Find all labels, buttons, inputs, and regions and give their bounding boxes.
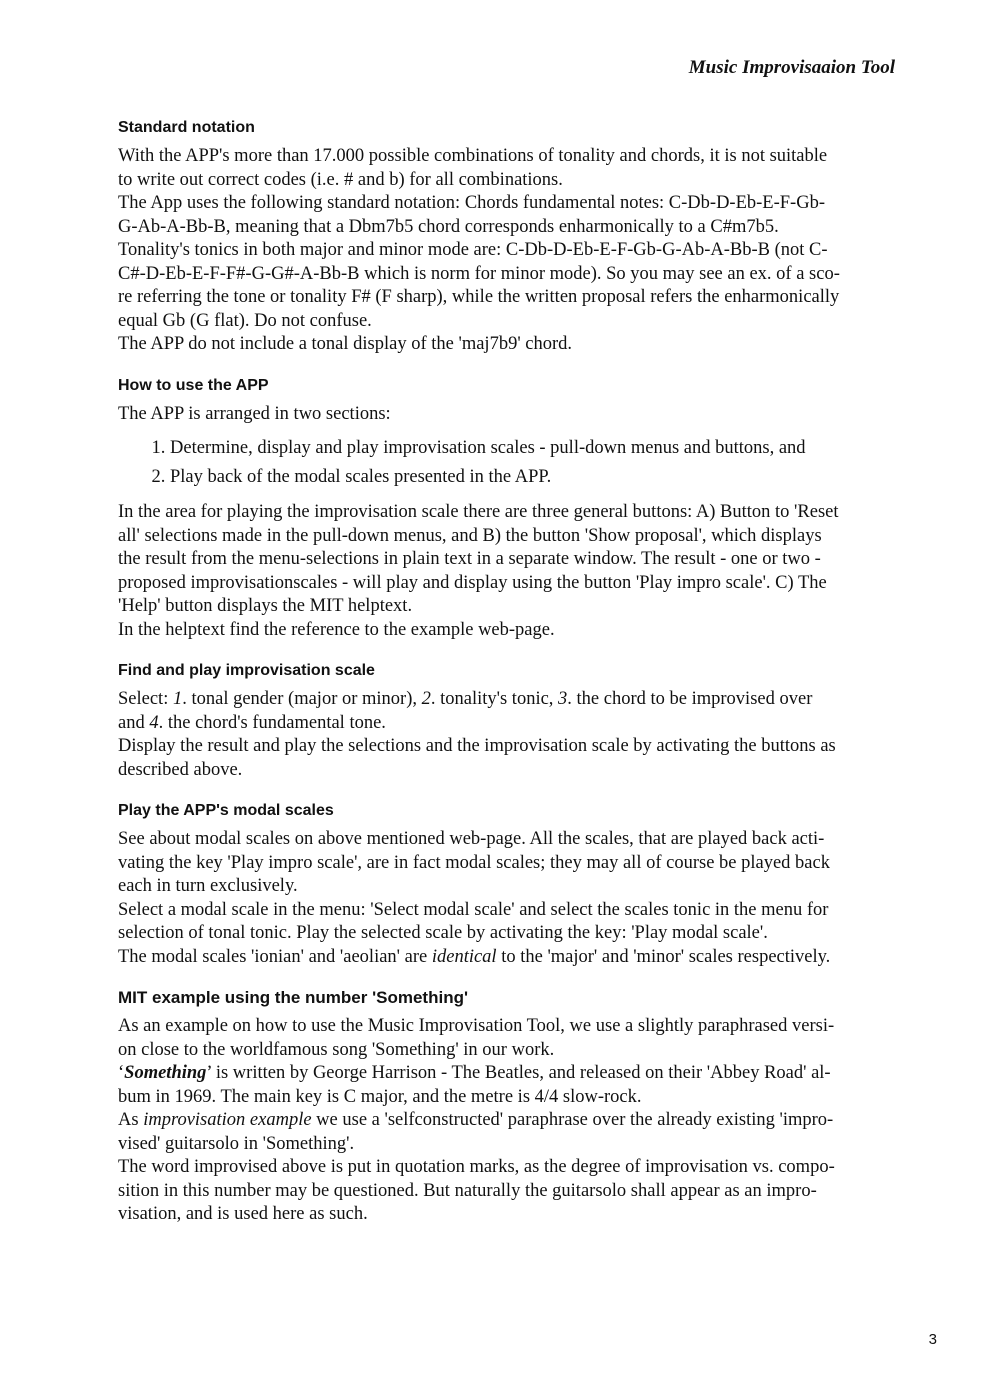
section-example (118, 988, 898, 1227)
heading-standard-notation: Standard notation (118, 119, 255, 136)
heading-find-and-play: Find and play improvisation scale (118, 662, 375, 679)
list-app-sections (118, 437, 898, 489)
section-how-to-use (118, 376, 898, 643)
section-standard-notation (118, 118, 898, 357)
section-modal-scales (118, 801, 898, 969)
list-item: 1. Determine, display and play improvisation scales - pull-down menus and buttons, and (170, 437, 898, 461)
paragraph-general-buttons: In the area for playing the improvisation scale there are three general buttons: A) Button to 'Reset all' selections made in the pull-down menus, and B) the button 'Show proposal', which displays the result from the menu-selections in plain text in a separate window. The result - one or two - proposed improvisationscales - will play and display using the button 'Play impro scale'. C) The 'Help' button displays the MIT helptext. In the helptext find the reference to the example web-page. (118, 502, 839, 640)
paragraph-find-and-play: Select: 1. tonal gender (major or minor), 2. tonality's tonic, 3. the chord to be improvised over and 4. the chord's fundamental tone. Display the result and play the selections and the improvisation scale by activating the buttons as described above. (118, 689, 836, 780)
paragraph-example: As an example on how to use the Music Improvisation Tool, we use a slightly paraphrased versi- on close to the worldfamous song 'Something' in our work. ‘Something’ is written by George Harrison - The Beatles, and released on their 'Abbey Road' al- bum in 1969. The main key is C major, and the metre is 4/4 slow-rock. As improvisation example we use a 'selfconstructed' paraphrase over the already existing 'impro- vised' guitarsolo in 'Something'. The word improvised above is put in quotation marks, as the degree of improvisation vs. compo- sition in this number may be questioned. But naturally the guitarsolo shall appear as an impro- visation, and is used here as such. (118, 1016, 835, 1224)
heading-example: MIT example using the number 'Something' (118, 988, 469, 1007)
heading-modal-scales: Play the APP's modal scales (118, 802, 334, 819)
paragraph-how-to-use-intro: The APP is arranged in two sections: (118, 403, 391, 424)
page-content (118, 118, 898, 1246)
paragraph-standard-notation: With the APP's more than 17.000 possible combinations of tonality and chords, it is not suitable to write out correct codes (i.e. # and b) for all combinations. The App uses the following standard notation: Chords fundamental notes: C-Db-D-Eb-E-F-Gb- G-Ab-A-Bb-B, meaning that a Dbm7b5 chord corresponds enharmonically to a C#m7b5. Tonality's tonics in both major and minor mode are: C-Db-D-Eb-E-F-Gb-G-Ab-A-Bb-B (not C- C#-D-Eb-E-F-F#-G-G#-A-Bb-B which is norm for minor mode). So you may see an ex. of a sco- re referring the tone or tonality F# (F sharp), while the written proposal refers the enharmonically equal Gb (G flat). Do not confuse. The APP do not include a tonal display of the 'maj7b9' chord. (118, 146, 840, 354)
paragraph-modal-scales: See about modal scales on above mentioned web-page. All the scales, that are played back acti- vating the key 'Play impro scale', are in fact modal scales; they may all of course be played back each in turn exclusively. Select a modal scale in the menu: 'Select modal scale' and select the scales tonic in the menu for selection of tonal tonic. Play the selected scale by activating the key: 'Play modal scale'. The modal scales 'ionian' and 'aeolian' are identical to the 'major' and 'minor' scales respectively. (118, 829, 831, 967)
page-number: 3 (928, 1331, 937, 1348)
song-title: Something (124, 1063, 207, 1083)
heading-how-to-use: How to use the APP (118, 376, 269, 394)
list-item: 2. Play back of the modal scales presented in the APP. (170, 466, 898, 490)
running-header: Music Improvisaaion Tool (688, 57, 895, 78)
section-find-and-play (118, 661, 898, 782)
